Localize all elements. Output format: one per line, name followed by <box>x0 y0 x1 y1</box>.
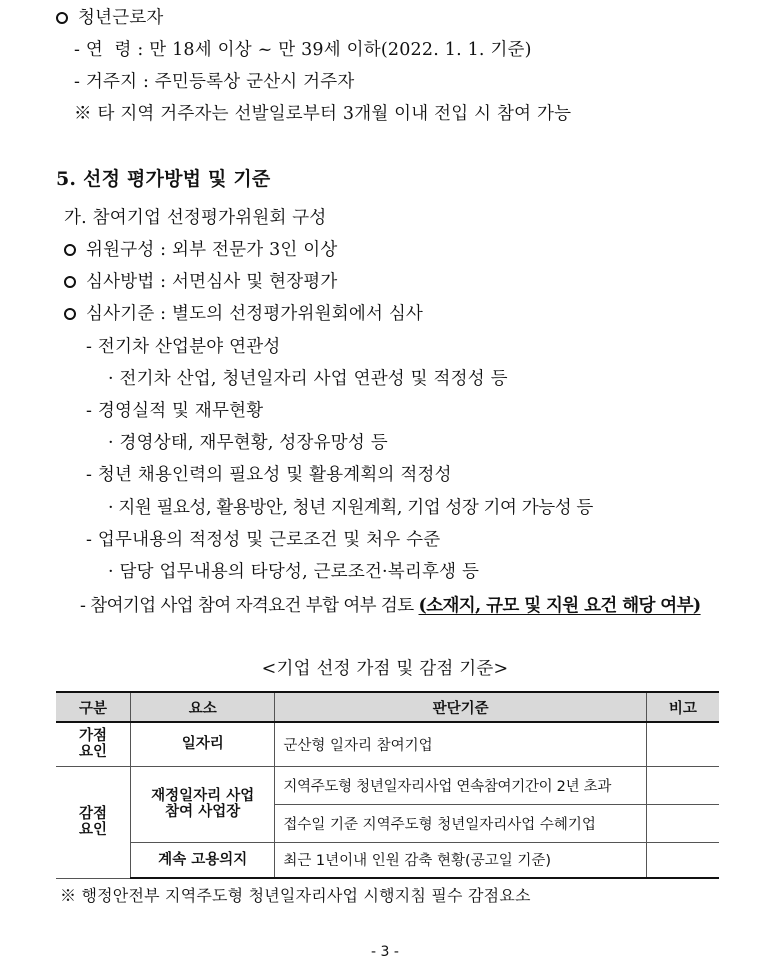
penalty-criterion: 최근 1년이내 인원 감축 현황(공고일 기준) <box>275 842 647 878</box>
subsection-title: 가. 참여기업 선정평가위원회 구성 <box>64 208 327 228</box>
criterion-head: - 업무내용의 적정성 및 근로조건 및 처우 수준 <box>86 530 441 550</box>
circle-bullet-icon <box>56 12 68 24</box>
eligibility-review-text: - 참여기업 사업 참여 자격요건 부합 여부 검토 <box>80 596 419 616</box>
youth-worker-label: 청년근로자 <box>78 8 164 28</box>
penalty-element-employment: 계속 고용의지 <box>131 842 275 878</box>
committee-item-text: 위원구성 : 외부 전문가 3인 이상 <box>86 240 338 260</box>
bonus-element: 일자리 <box>131 722 275 766</box>
residence-note: ※ 타 지역 거주자는 선발일로부터 3개월 이내 전입 시 참여 가능 <box>74 104 572 124</box>
committee-item-text: 심사기준 : 별도의 선정평가위원회에서 심사 <box>86 304 424 324</box>
header-criterion: 판단기준 <box>275 692 647 722</box>
circle-bullet-icon <box>64 244 76 256</box>
penalty-element-finance: 재정일자리 사업 참여 사업장 <box>131 766 275 842</box>
criterion-head: - 전기차 산업분야 연관성 <box>86 337 281 357</box>
committee-item-text: 심사방법 : 서면심사 및 현장평가 <box>86 272 338 292</box>
penalty-criterion: 지역주도형 청년일자리사업 연속참여기간이 2년 초과 <box>275 766 647 804</box>
page-number: - 3 - <box>371 944 399 960</box>
criterion-detail: · 담당 업무내용의 타당성, 근로조건·복리후생 등 <box>108 562 480 582</box>
header-category: 구분 <box>56 692 131 722</box>
header-note: 비고 <box>646 692 719 722</box>
table-row <box>56 722 719 766</box>
eligibility-review <box>80 594 701 618</box>
committee-item <box>64 238 338 262</box>
youth-worker-item <box>56 6 164 30</box>
circle-bullet-icon <box>64 308 76 320</box>
table-footnote: ※ 행정안전부 지역주도형 청년일자리사업 시행지침 필수 감점요소 <box>60 886 531 905</box>
table-header-row <box>56 692 719 722</box>
criterion-head: - 청년 채용인력의 필요성 및 활용계획의 적정성 <box>86 465 452 485</box>
criterion-detail: · 지원 필요성, 활용방안, 청년 지원계획, 기업 성장 기여 가능성 등 <box>108 498 593 518</box>
criteria-table <box>56 691 719 879</box>
header-element: 요소 <box>131 692 275 722</box>
bonus-category: 가점 요인 <box>56 722 131 766</box>
eligibility-review-emphasis: (소재지, 규모 및 지원 요건 해당 여부) <box>418 596 701 616</box>
residence-requirement: - 거주지 : 주민등록상 군산시 거주자 <box>74 72 355 92</box>
table-row <box>56 766 719 804</box>
criterion-detail: · 전기차 산업, 청년일자리 사업 연관성 및 적정성 등 <box>108 369 508 389</box>
penalty-note <box>646 842 719 878</box>
circle-bullet-icon <box>64 276 76 288</box>
criterion-detail: · 경영상태, 재무현황, 성장유망성 등 <box>108 433 388 453</box>
penalty-category: 감점 요인 <box>56 766 131 878</box>
bonus-criterion: 군산형 일자리 참여기업 <box>275 722 647 766</box>
penalty-note <box>646 804 719 842</box>
section-title: 5. 선정 평가방법 및 기준 <box>56 168 271 190</box>
penalty-criterion: 접수일 기준 지역주도형 청년일자리사업 수혜기업 <box>275 804 647 842</box>
age-requirement: - 연 령 : 만 18세 이상 ~ 만 39세 이하(2022. 1. 1. 기준) <box>74 40 532 60</box>
criterion-head: - 경영실적 및 재무현황 <box>86 401 264 421</box>
bonus-note <box>646 722 719 766</box>
penalty-note <box>646 766 719 804</box>
committee-item <box>64 270 338 294</box>
table-caption: <기업 선정 가점 및 감점 기준> <box>261 659 509 679</box>
table-row <box>56 842 719 878</box>
committee-item <box>64 302 423 326</box>
